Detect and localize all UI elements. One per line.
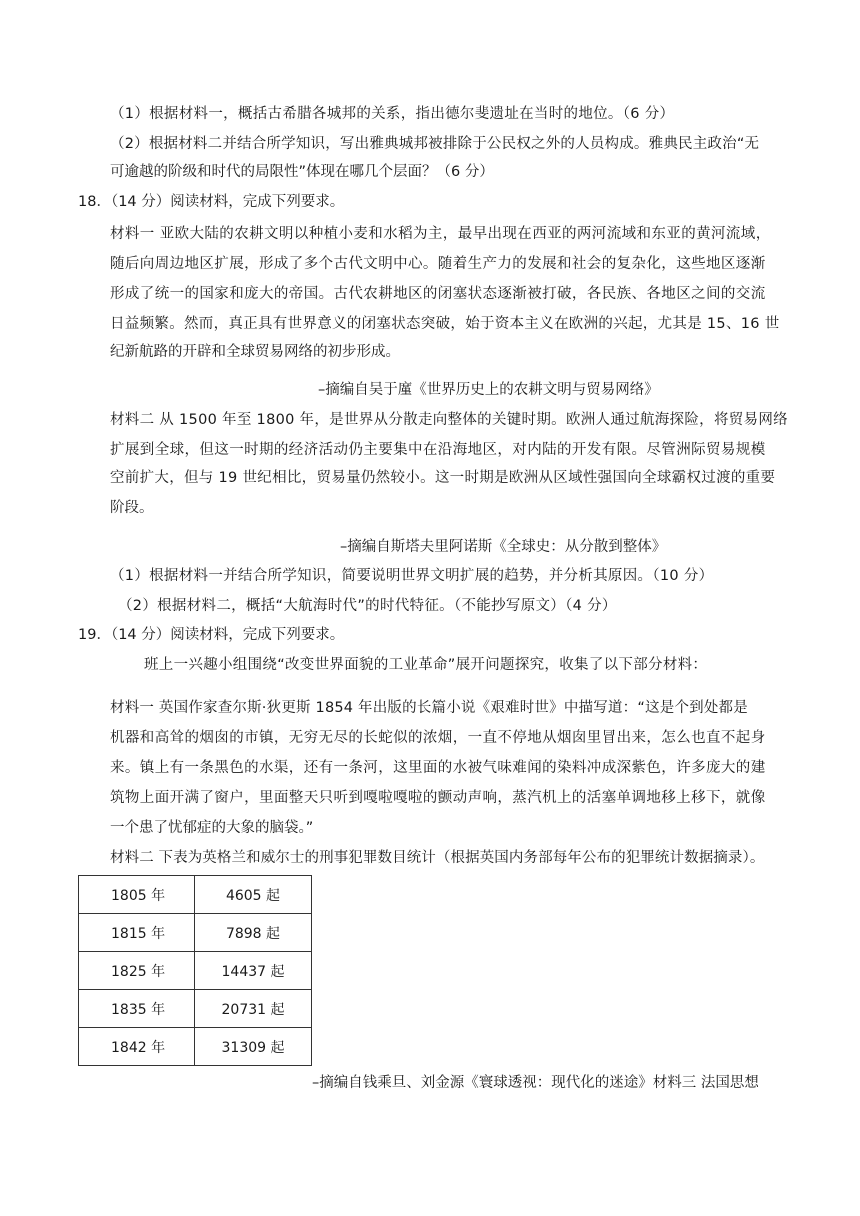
table-row bbox=[79, 876, 312, 914]
q18-material1-line5: 纪新航路的开辟和全球贸易网络的初步形成。 bbox=[110, 344, 400, 360]
q18-subquestion-2: （2）根据材料二，概括“大航海时代”的时代特征。（不能抄写原文）（4 分） bbox=[118, 598, 617, 614]
q19-material1-line2: 机器和高耸的烟囱的市镇，无穷无尽的长蛇似的浓烟，一直不停地从烟囱里冒出来，怎么也直不起身 bbox=[110, 730, 766, 746]
q19-material1-line3: 来。镇上有一条黑色的水渠，还有一条河，这里面的水被气味难闻的染料冲成深紫色，许多庞大的建 bbox=[110, 760, 766, 776]
table-cell-count: 31309 起 bbox=[195, 1028, 312, 1066]
q18-material1-line1: 材料一 亚欧大陆的农耕文明以种植小麦和水稻为主，最早出现在西亚的两河流域和东亚的黄河流域， bbox=[110, 226, 771, 242]
question-18-heading: 18．（14 分）阅读材料，完成下列要求。 bbox=[78, 194, 345, 210]
q18-source1: –摘编自吴于廑《世界历史上的农耕文明与贸易网络》 bbox=[318, 382, 659, 398]
q18-material1-line2: 随后向周边地区扩展，形成了多个古代文明中心。随着生产力的发展和社会的复杂化，这些地区逐渐 bbox=[110, 256, 766, 272]
table-cell-year: 1815 年 bbox=[79, 914, 195, 952]
table-cell-year: 1825 年 bbox=[79, 952, 195, 990]
q19-source-and-material3: –摘编自钱乘旦、刘金源《寰球透视：现代化的迷途》材料三 法国思想 bbox=[312, 1075, 759, 1091]
line-q17-2a: （2）根据材料二并结合所学知识，写出雅典城邦被排除于公民权之外的人员构成。雅典民主政治“无 bbox=[110, 136, 760, 152]
table-cell-count: 20731 起 bbox=[195, 990, 312, 1028]
table-cell-count: 4605 起 bbox=[195, 876, 312, 914]
table-row bbox=[79, 990, 312, 1028]
table-row bbox=[79, 914, 312, 952]
line-q17-1: （1）根据材料一，概括古希腊各城邦的关系，指出德尔斐遗址在当时的地位。（6 分） bbox=[110, 106, 675, 122]
q18-source2: –摘编自斯塔夫里阿诺斯《全球史：从分散到整体》 bbox=[340, 539, 667, 555]
table-cell-year: 1842 年 bbox=[79, 1028, 195, 1066]
q19-intro: 班上一兴趣小组围绕“改变世界面貌的工业革命”展开问题探究，收集了以下部分材料： bbox=[144, 657, 708, 673]
table-cell-count: 7898 起 bbox=[195, 914, 312, 952]
q18-material2-line1: 材料二 从 1500 年至 1800 年，是世界从分散走向整体的关键时期。欧洲人通过航海探险，将贸易网络 bbox=[110, 412, 788, 428]
q19-material2-line1: 材料二 下表为英格兰和威尔士的刑事犯罪数目统计（根据英国内务部每年公布的犯罪统计数据摘录）。 bbox=[110, 850, 765, 866]
table-cell-year: 1835 年 bbox=[79, 990, 195, 1028]
q18-subquestion-1: （1）根据材料一并结合所学知识，简要说明世界文明扩展的趋势，并分析其原因。（10 分） bbox=[110, 568, 714, 584]
q18-material2-line4: 阶段。 bbox=[110, 500, 154, 516]
q18-material1-line3: 形成了统一的国家和庞大的帝国。古代农耕地区的闭塞状态逐渐被打破，各民族、各地区之间的交流 bbox=[110, 286, 766, 302]
crime-statistics-table bbox=[78, 875, 312, 1066]
table-row bbox=[79, 952, 312, 990]
q19-material1-line4: 筑物上面开满了窗户，里面整天只听到嘎啦嘎啦的颤动声响，蒸汽机上的活塞单调地移上移下，就像 bbox=[110, 790, 766, 806]
q19-material1-line5: 一个患了忧郁症的大象的脑袋。” bbox=[110, 820, 314, 836]
q18-material2-line2: 扩展到全球，但这一时期的经济活动仍主要集中在沿海地区，对内陆的开发有限。尽管洲际贸易规模 bbox=[110, 442, 766, 458]
question-19-heading: 19．（14 分）阅读材料，完成下列要求。 bbox=[78, 627, 345, 643]
table-row bbox=[79, 1028, 312, 1066]
line-q17-2b: 可逾越的阶级和时代的局限性”体现在哪几个层面？（6 分） bbox=[110, 164, 494, 180]
table-cell-year: 1805 年 bbox=[79, 876, 195, 914]
q18-material2-line3: 空前扩大，但与 19 世纪相比，贸易量仍然较小。这一时期是欧洲从区域性强国向全球霸权过渡的重要 bbox=[110, 470, 776, 486]
q19-material1-line1: 材料一 英国作家查尔斯·狄更斯 1854 年出版的长篇小说《艰难时世》中描写道：“这是个到处都是 bbox=[110, 700, 748, 716]
q18-material1-line4: 日益频繁。然而，真正具有世界意义的闭塞状态突破，始于资本主义在欧洲的兴起，尤其是 15、16 世 bbox=[110, 316, 780, 332]
table-cell-count: 14437 起 bbox=[195, 952, 312, 990]
